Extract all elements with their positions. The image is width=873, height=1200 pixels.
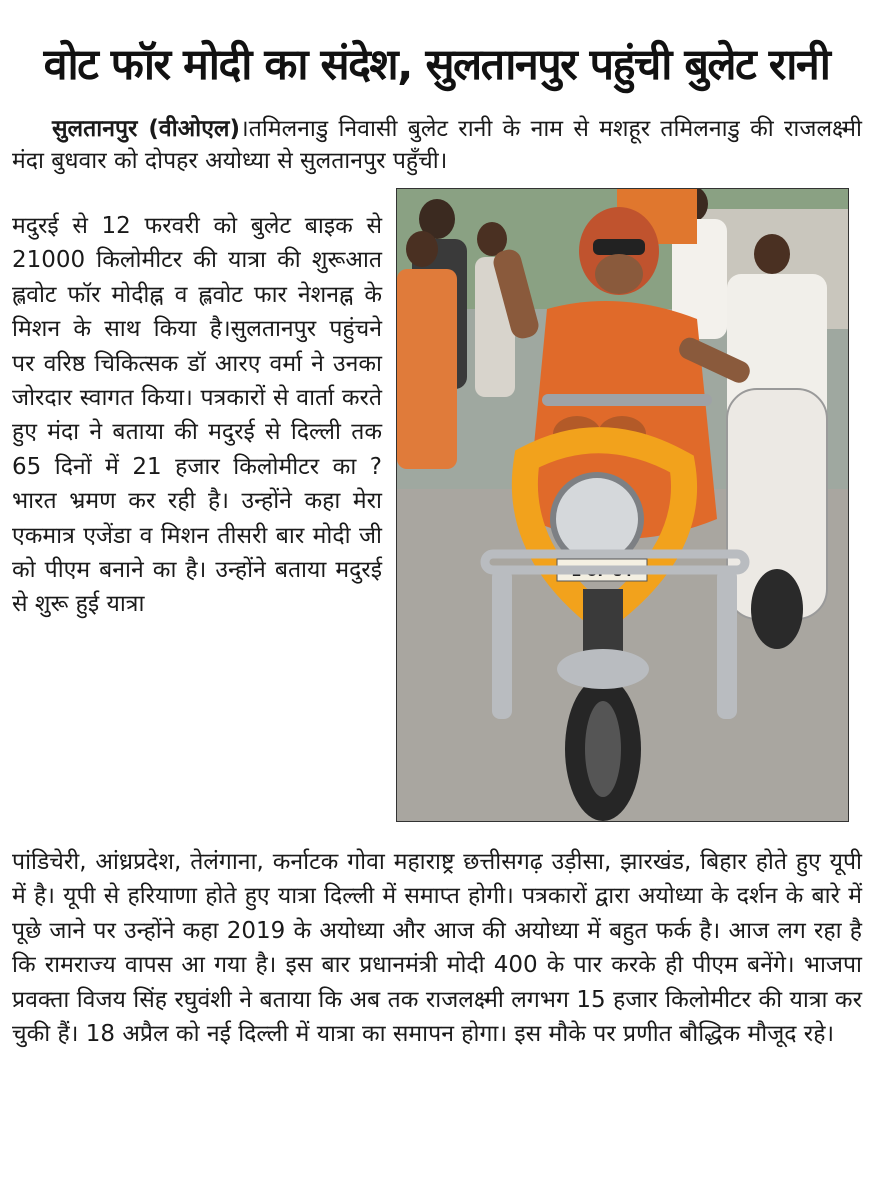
front-fender [557,649,649,689]
body-text-full-width: पांडिचेरी, आंध्रप्रदेश, तेलंगाना, कर्नाटक गोवा महाराष्ट्र छत्तीसगढ़ उड़ीसा, झारखंड, बिहार होते हुए यूपी में है। यूपी से हरियाणा होते हुए यात्रा दिल्ली में समाप्त होगी। पत्रकारों द्वारा अयोध्या के दर्शन के बारे में पूछे जाने पर उन्होंने कहा 2019 के अयोध्या और आज की अयोध्या में बहुत फर्क है। आज लग रहा है कि रामराज्य वापस आ गया है। इस बार प्रधानमंत्री मोदी 400 के पार करके ही पीएम बनेंगे। भाजपा प्रवक्ता विजय सिंह रघुवंशी ने बताया कि अब तक राजलक्ष्मी लगभग 15 हजार किलोमीटर की यात्रा कर चुकी हैं। 18 अप्रैल को नई दिल्ली में यात्रा का समापन होगा। इस मौके पर प्रणीत बौद्धिक मौजूद रहे। [12,849,862,1048]
lead-text: ।तमिलनाडु निवासी बुलेट रानी के नाम से मशहूर तमिलनाडु की राजलक्ष्मी मंदा बुधवार को दोपहर अयोध्या से सुलतानपुर पहुँची। [12,116,862,174]
scooter-wheel [751,569,803,649]
crowd-head [406,231,438,267]
crowd-person-orange [397,269,457,469]
news-photo [396,188,849,822]
rider-face [595,254,643,294]
crowd-head [477,222,507,256]
crowd-head [754,234,790,274]
lead-paragraph [12,113,862,177]
dateline: सुलतानपुर (वीओएल) [52,116,241,142]
column-text: मदुरई से 12 फरवरी को बुलेट बाइक से 21000 किलोमीटर की यात्रा की शुरूआत ह्लवोट फॉर मोदीह्न व ह्लवोट फार नेशनह्न के मिशन के साथ किया है।सुलतानपुर पहुंचने पर वरिष्ठ चिकित्सक डॉ आरए वर्मा ने उनका जोरदार स्वागत किया। पत्रकारों से वार्ता करते हुए मंदा ने बताया की मदुरई से दिल्ली तक 65 दिनों में 21 हजार किलोमीटर का ? भारत भ्रमण कर रही है। उन्होंने कहा मेरा एकमात्र एजेंडा व मिशन तीसरी बार मोदी जी को पीएम बनाने का है। उन्होंने बताया मदुरई से शुरू हुई यात्रा [12,213,382,618]
wheel-hub [585,701,621,797]
crash-guard-right [717,569,737,719]
handlebar [542,394,712,406]
headline: वोट फॉर मोदी का संदेश, सुलतानपुर पहुंची बुलेट रानी [43,39,830,90]
sunglasses [593,239,645,255]
crash-guard-left [492,569,512,719]
number-plate-text: 2 UP 84 [571,564,633,580]
photo-illustration [397,189,848,821]
